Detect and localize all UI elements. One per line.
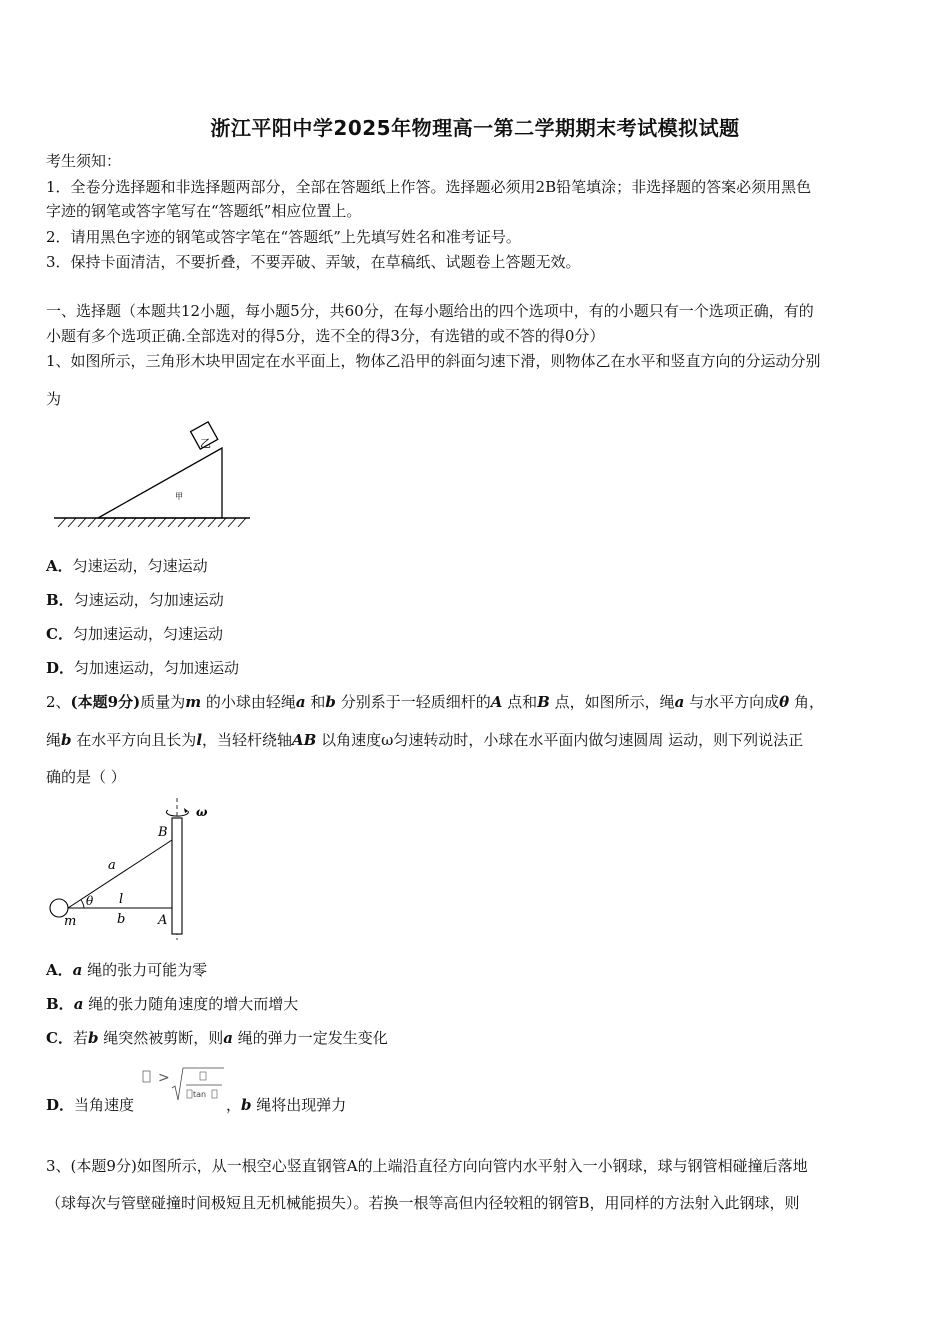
question-3-stem: （球每次与管壁碰撞时间极短且无机械能损失）。若换一根等高但内径较粗的钢管B，用同样的方法射入此钢球，则 bbox=[46, 1194, 800, 1212]
question-3-stem: 3、(本题9分)如图所示，从一根空心竖直钢管A的上端沿直径方向向管内水平射入一小钢球，球与钢管相碰撞后落地 bbox=[46, 1157, 808, 1175]
question-2-stem: 确的是（ ） bbox=[46, 768, 126, 786]
mass-m-label: m bbox=[64, 914, 77, 929]
rope-b-label: b bbox=[117, 912, 126, 927]
ground-hatching bbox=[58, 518, 246, 527]
option-c[interactable]: C．若b 绳突然被剪断，则a 绳的弹力一定发生变化 bbox=[46, 1029, 388, 1047]
option-key: C． bbox=[46, 625, 73, 643]
notice-item: 字迹的钢笔或答字笔写在“答题纸”相应位置上。 bbox=[46, 202, 362, 220]
length-l-label: l bbox=[119, 892, 124, 907]
theta-arc bbox=[81, 900, 84, 908]
option-text: 匀加速运动，匀速运动 bbox=[72, 625, 223, 643]
page-title: 浙江平阳中学2025年物理高一第二学期期末考试模拟试题 bbox=[210, 116, 740, 140]
formula-omega-gt-sqrt bbox=[140, 1064, 230, 1108]
option-text: 匀加速运动，匀加速运动 bbox=[74, 659, 240, 677]
numerator-box bbox=[200, 1072, 206, 1080]
option-a[interactable]: A．a 绳的张力可能为零 bbox=[46, 961, 208, 979]
wedge-jia bbox=[98, 448, 222, 518]
question-1-stem: 1、如图所示，三角形木块甲固定在水平面上，物体乙沿甲的斜面匀速下滑，则物体乙在水平和竖直方向的分运动分别 bbox=[46, 352, 821, 370]
question-2-stem: 2、(本题9分)质量为m 的小球由轻绳a 和b 分别系于一轻质细杆的A 点和B 点，如图所示，绳a 与水平方向成θ 角， bbox=[46, 693, 824, 711]
rope-a-label: a bbox=[108, 858, 116, 873]
label-yi: 乙 bbox=[200, 437, 211, 450]
rod bbox=[172, 818, 182, 934]
option-d-rest: ，b 绳将出现弹力 bbox=[226, 1096, 347, 1114]
omega-symbol-box bbox=[143, 1071, 150, 1082]
question-2-stem: 绳b 在水平方向且长为l，当轻杆绕轴AB 以角速度ω匀速转动时，小球在水平面内做匀速圆周 运动，则下列说法正 bbox=[46, 731, 804, 749]
incline-figure bbox=[50, 428, 255, 528]
option-key: A． bbox=[46, 557, 73, 575]
notice-item: 1．全卷分选择题和非选择题两部分，全部在答题纸上作答。选择题必须用2B铅笔填涂；非选择题的答案必须用黑色 bbox=[46, 178, 812, 196]
rod-figure bbox=[44, 796, 229, 942]
notice-item: 3．保持卡面清洁，不要折叠，不要弄破、弄皱，在草稿纸、试题卷上答题无效。 bbox=[46, 253, 581, 271]
option-text: 匀速运动，匀速运动 bbox=[72, 557, 208, 575]
option-a[interactable] bbox=[46, 555, 208, 577]
option-key: D． bbox=[46, 659, 75, 677]
option-b[interactable] bbox=[46, 589, 224, 611]
option-c[interactable] bbox=[46, 623, 223, 645]
label-jia: 甲 bbox=[175, 492, 183, 501]
notice-item: 2．请用黑色字迹的钢笔或答字笔在“答题纸”上先填写姓名和准考证号。 bbox=[46, 228, 521, 246]
point-a-label: A bbox=[158, 913, 168, 928]
question-1-stem: 为 bbox=[46, 390, 62, 408]
denominator-box-2 bbox=[212, 1090, 217, 1098]
point-b-label: B bbox=[158, 825, 168, 840]
theta-label: θ bbox=[86, 894, 94, 908]
notice-heading: 考生须知： bbox=[46, 152, 122, 170]
option-b[interactable]: B．a 绳的张力随角速度的增大而增大 bbox=[46, 995, 299, 1013]
section-heading: 小题有多个选项正确.全部选对的得5分，选不全的得3分，有选错的或不答的得0分） bbox=[46, 327, 605, 345]
option-text: 匀速运动，匀加速运动 bbox=[73, 591, 224, 609]
option-d[interactable] bbox=[46, 657, 239, 679]
tan-label: tan bbox=[193, 1090, 207, 1099]
greater-than: > bbox=[158, 1070, 170, 1086]
option-key: B． bbox=[46, 591, 74, 609]
section-heading: 一、选择题（本题共12小题，每小题5分，共60分，在每小题给出的四个选项中，有的小题只有一个选项正确，有的 bbox=[46, 302, 814, 320]
denominator-box-1 bbox=[187, 1090, 192, 1098]
option-d[interactable]: D．当角速度 bbox=[46, 1096, 135, 1114]
omega-label: ω bbox=[196, 805, 208, 819]
